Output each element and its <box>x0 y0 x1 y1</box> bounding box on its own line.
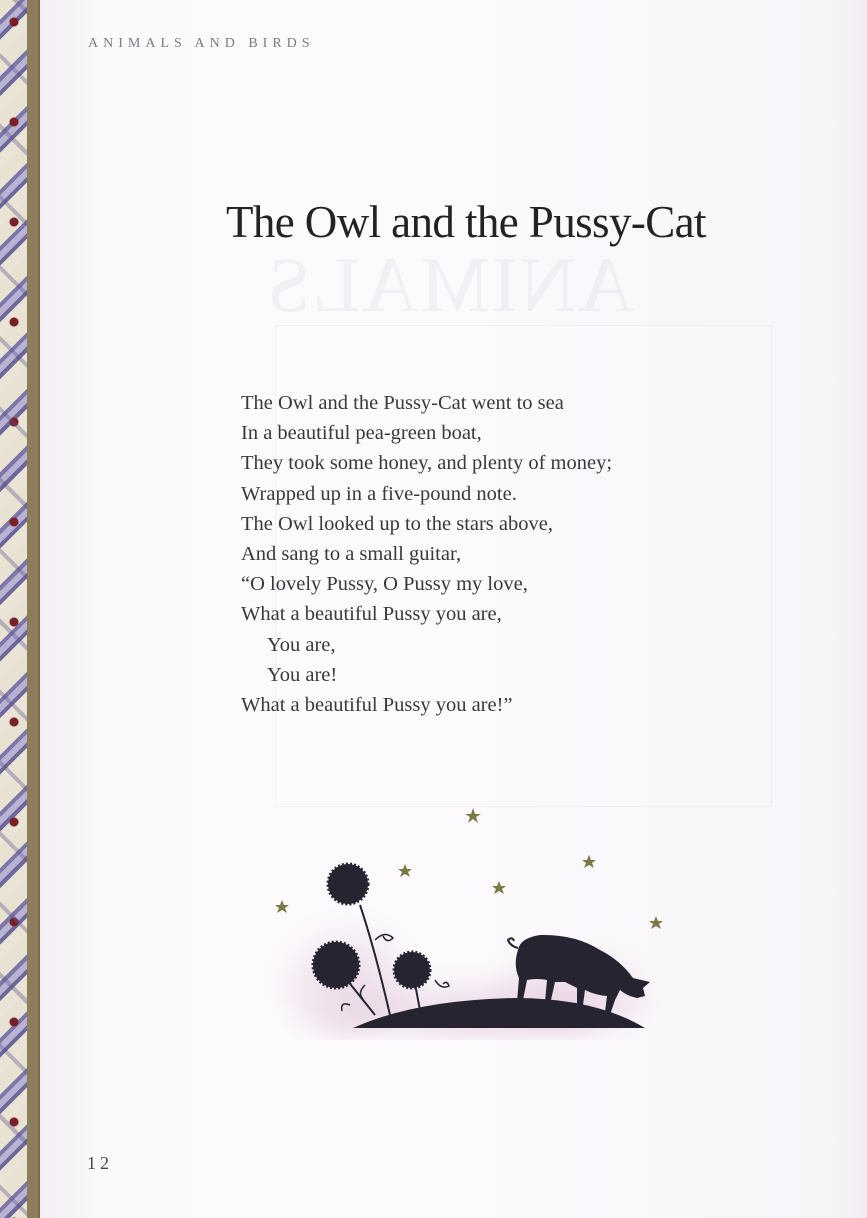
pig-and-thistles-illustration <box>265 800 685 1040</box>
poem-line-indented: You are! <box>267 663 338 686</box>
poem-line-indented: You are, <box>267 633 336 656</box>
thistle-flower-icon <box>328 864 368 904</box>
poem-line: The Owl looked up to the stars above, <box>241 512 553 535</box>
poem-line: What a beautiful Pussy you are!” <box>241 694 513 717</box>
book-binding-pattern <box>0 0 28 1218</box>
poem-line: “O lovely Pussy, O Pussy my love, <box>241 573 528 596</box>
poem-body <box>241 388 612 720</box>
poem-line: In a beautiful pea-green boat, <box>241 422 482 445</box>
thistle-flower-icon <box>394 952 430 988</box>
poem-line: The Owl and the Pussy-Cat went to sea <box>241 392 564 414</box>
poem-line: Wrapped up in a five-pound note. <box>241 482 517 505</box>
gilt-edge <box>27 0 40 1218</box>
section-header: ANIMALS AND BIRDS <box>88 36 315 51</box>
thistle-flower-icon <box>313 942 359 988</box>
page-number: 12 <box>87 1153 113 1173</box>
show-through-text: ANIMALS <box>265 241 635 328</box>
poem-title: The Owl and the Pussy-Cat <box>226 197 706 247</box>
poem-line: They took some honey, and plenty of money; <box>241 452 613 475</box>
poem-line: And sang to a small guitar, <box>241 543 462 566</box>
poem-line: What a beautiful Pussy you are, <box>241 603 502 626</box>
